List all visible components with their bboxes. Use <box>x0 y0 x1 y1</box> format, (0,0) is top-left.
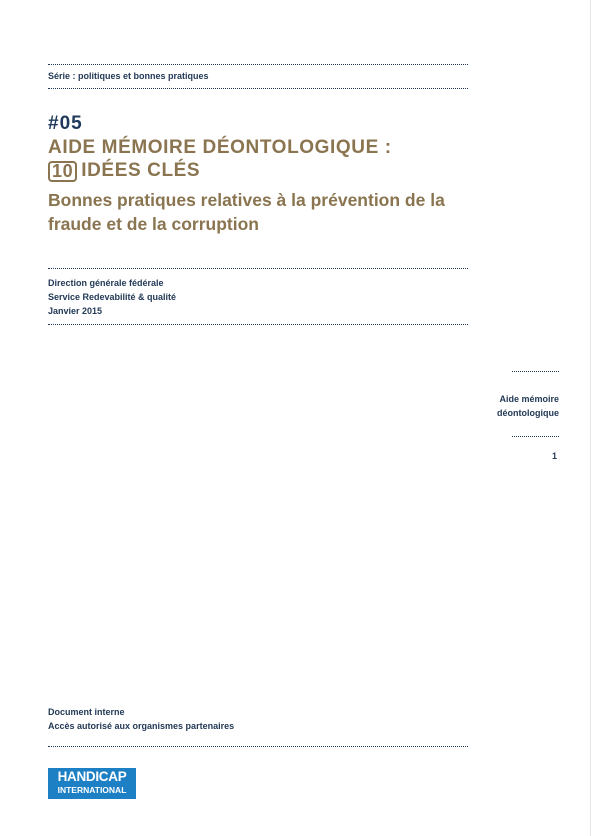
direction-line2: Service Redevabilité & qualité <box>48 292 177 302</box>
logo-line1: HANDICAP <box>57 769 127 784</box>
footer-line2: Accès autorisé aux organismes partenaires <box>48 721 235 731</box>
divider-direction-bottom <box>48 324 468 325</box>
divider-series <box>48 88 468 89</box>
direction-line1: Direction générale fédérale <box>48 278 164 288</box>
handicap-international-logo <box>48 768 136 799</box>
direction-block <box>48 276 176 318</box>
divider-top <box>48 64 468 65</box>
footer-line1: Document interne <box>48 707 125 717</box>
divider-footer <box>48 746 468 747</box>
side-title-line2: déontologique <box>497 408 559 418</box>
footer-block <box>48 705 234 733</box>
document-title-line1: AIDE MÉMOIRE DÉONTOLOGIQUE : <box>48 137 392 158</box>
logo-line2: INTERNATIONAL <box>57 784 127 795</box>
document-title-line2 <box>48 160 200 182</box>
series-label: Série : politiques et bonnes pratiques <box>48 71 209 81</box>
side-title-line1: Aide mémoire <box>499 394 559 404</box>
divider-side-bottom <box>512 436 559 437</box>
divider-direction-top <box>48 268 468 269</box>
direction-date: Janvier 2015 <box>48 306 103 316</box>
boxed-number: 10 <box>48 161 77 182</box>
document-subtitle: Bonnes pratiques relatives à la prévention de la fraude et de la corruption <box>48 190 445 234</box>
title-line2-text: IDÉES CLÉS <box>81 160 201 181</box>
divider-side-top <box>512 371 559 372</box>
page-number: 1 <box>551 451 557 461</box>
side-title <box>497 392 559 420</box>
document-number: #05 <box>48 113 83 134</box>
